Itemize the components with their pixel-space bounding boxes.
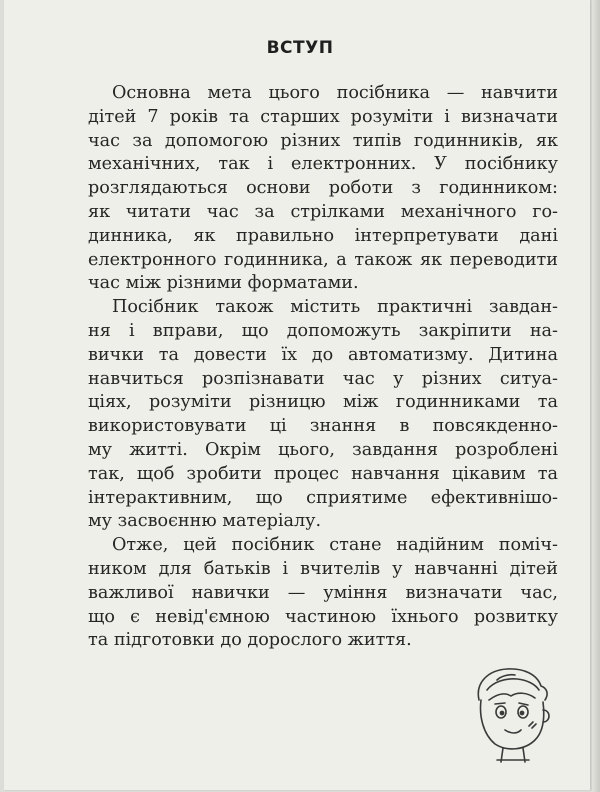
text-line: використовувати ці знання в повсякденно- xyxy=(88,416,558,437)
text-line: так, щоб зробити процес навчання цікавим та xyxy=(88,463,558,484)
text-line: та підготовки до дорослого життя. xyxy=(88,630,412,651)
paragraph-3 xyxy=(88,534,558,653)
text-line: ня і вправи, що допоможуть закріпити на- xyxy=(88,320,558,341)
text-line: що є невід'ємною частиною їхнього розвитку xyxy=(88,606,558,627)
page-edge xyxy=(592,0,600,792)
boy-face-doodle-icon xyxy=(467,660,557,770)
text-line: електронного годинника, а також як переводити xyxy=(88,249,558,270)
text-line: Основна мета цього посібника — навчити xyxy=(112,83,558,103)
text-line: час за допомогою різних типів годинників, як xyxy=(88,130,558,151)
text-line: механічних, так і електронних. У посібнику xyxy=(88,154,558,175)
text-line: розглядаються основи роботи з годинником: xyxy=(88,178,558,199)
text-line: му житті. Окрім цього, завдання розроблені xyxy=(88,439,558,460)
text-line: важливої навички — уміння визначати час, xyxy=(88,582,558,603)
text-line: інтерактивним, що сприятиме ефективнішо- xyxy=(88,487,558,508)
text-line: як читати час за стрілками механічного го- xyxy=(88,201,558,222)
text-line: Посібник також містить практичні завдан- xyxy=(112,297,558,318)
text-line: ником для батьків і вчителів у навчанні дітей xyxy=(88,558,558,579)
text-line: Отже, цей посібник стане надійним поміч- xyxy=(112,535,558,556)
paragraph-1 xyxy=(88,82,558,296)
text-line: ціях, розуміти різницю між годинниками та xyxy=(88,392,558,413)
text-line: навчиться розпізнавати час у різних ситуа- xyxy=(88,368,558,389)
text-line: динника, як правильно інтерпретувати дані xyxy=(88,225,558,246)
text-line: дітей 7 років та старших розуміти і визначати xyxy=(88,106,558,127)
body-text xyxy=(88,82,558,653)
text-line: час між різними форматами. xyxy=(88,273,359,294)
paragraph-2 xyxy=(88,296,558,534)
text-line: му засвоєнню матеріалу. xyxy=(88,511,322,532)
page-title: ВСТУП xyxy=(266,38,334,58)
text-line: вички та довести їх до автоматизму. Дитина xyxy=(88,344,558,365)
